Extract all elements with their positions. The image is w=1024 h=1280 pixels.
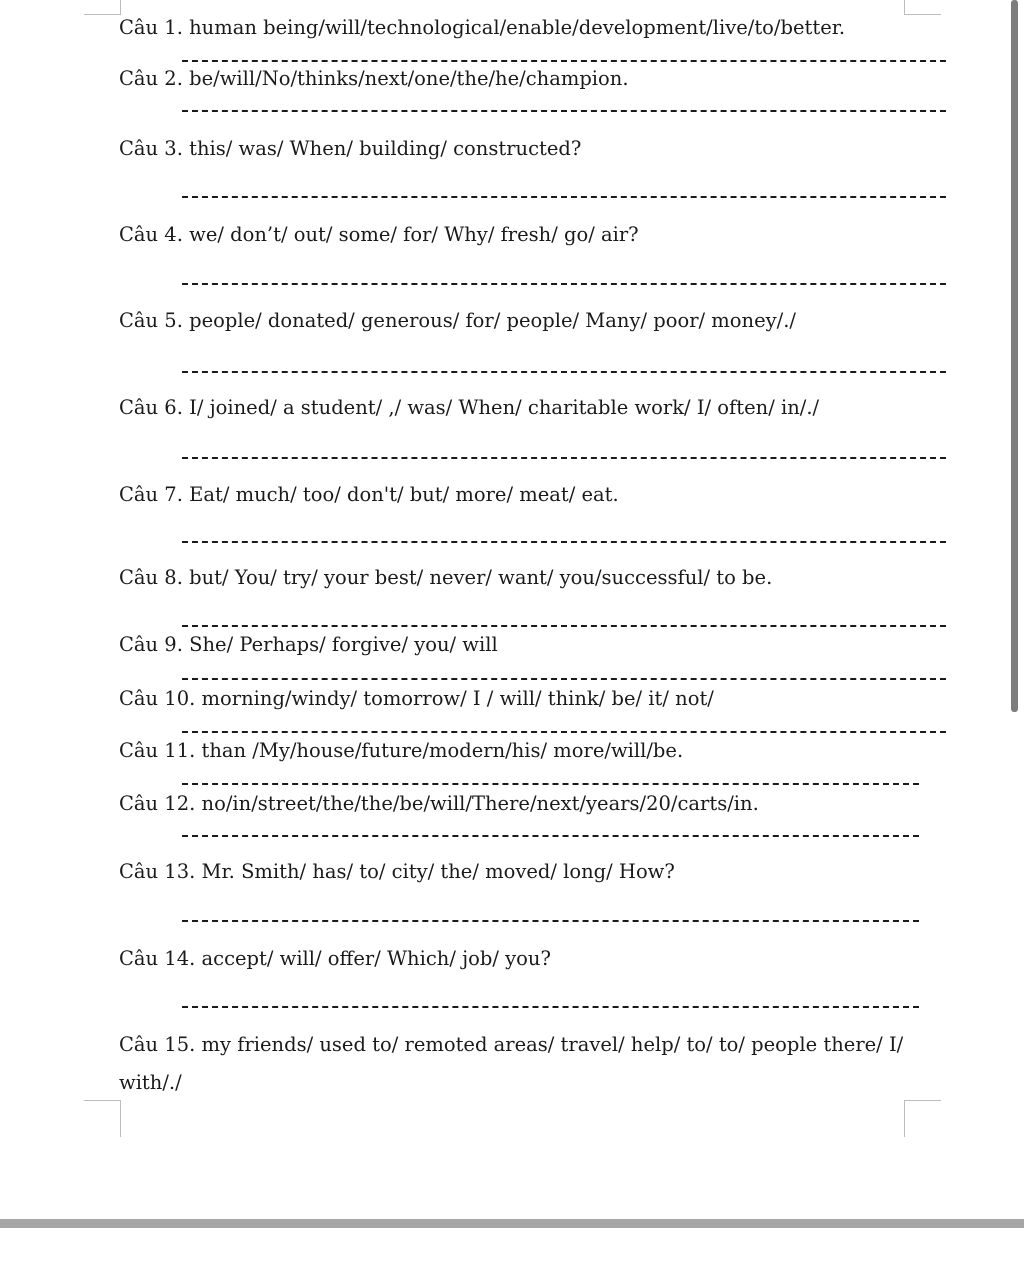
question-12-label: Câu 12.: [119, 792, 196, 815]
question-6-text: I/ joined/ a student/ ,/ was/ When/ charitable work/ I/ often/ in/./: [189, 396, 820, 419]
page-corner-mark-bottom-left: [84, 1100, 121, 1137]
question-11-label: Câu 11.: [119, 739, 196, 762]
question-11: [119, 732, 683, 770]
answer-line-12[interactable]: [182, 835, 919, 837]
question-4-label: Câu 4.: [119, 223, 183, 246]
question-15-text: my friends/ used to/ remoted areas/ travel/ help/ to/ to/ people there/ I/ with/./: [119, 1033, 904, 1094]
question-5-text: people/ donated/ generous/ for/ people/ Many/ poor/ money/./: [189, 309, 796, 332]
question-9-label: Câu 9.: [119, 633, 183, 656]
question-8: [119, 559, 772, 597]
answer-line-7[interactable]: [182, 541, 946, 543]
answer-line-4[interactable]: [182, 283, 946, 285]
answer-line-2[interactable]: [182, 110, 946, 112]
question-7: [119, 476, 619, 514]
question-15: [119, 1026, 909, 1102]
question-3: [119, 130, 581, 168]
question-9-text: She/ Perhaps/ forgive/ you/ will: [189, 633, 498, 656]
answer-line-13[interactable]: [182, 920, 919, 922]
question-12-text: no/in/street/the/the/be/will/There/next/years/20/carts/in.: [201, 792, 759, 815]
page-corner-mark-bottom-right: [904, 1100, 941, 1137]
question-6: [119, 389, 819, 427]
question-12: [119, 785, 759, 823]
question-3-text: this/ was/ When/ building/ constructed?: [189, 137, 582, 160]
question-5: [119, 302, 796, 340]
question-4: [119, 216, 639, 254]
question-14-text: accept/ will/ offer/ Which/ job/ you?: [201, 947, 551, 970]
question-8-text: but/ You/ try/ your best/ never/ want/ you/successful/ to be.: [189, 566, 773, 589]
question-2: [119, 60, 629, 98]
question-5-label: Câu 5.: [119, 309, 183, 332]
question-13: [119, 853, 675, 891]
question-10-label: Câu 10.: [119, 687, 196, 710]
question-13-label: Câu 13.: [119, 860, 196, 883]
page-corner-mark-top-left: [84, 0, 121, 15]
question-7-text: Eat/ much/ too/ don't/ but/ more/ meat/ eat.: [189, 483, 619, 506]
page-bottom-edge: [0, 1219, 1024, 1228]
question-3-label: Câu 3.: [119, 137, 183, 160]
answer-line-6[interactable]: [182, 457, 946, 459]
question-14: [119, 940, 551, 978]
question-2-label: Câu 2.: [119, 67, 183, 90]
answer-line-3[interactable]: [182, 196, 946, 198]
question-8-label: Câu 8.: [119, 566, 183, 589]
answer-line-14[interactable]: [182, 1006, 919, 1008]
question-6-label: Câu 6.: [119, 396, 183, 419]
page-corner-mark-top-right: [904, 0, 941, 15]
question-1-label: Câu 1.: [119, 16, 183, 39]
question-10: [119, 680, 714, 718]
question-10-text: morning/windy/ tomorrow/ I / will/ think/ be/ it/ not/: [201, 687, 714, 710]
question-11-text: than /My/house/future/modern/his/ more/will/be.: [201, 739, 684, 762]
question-15-label: Câu 15.: [119, 1033, 196, 1056]
question-14-label: Câu 14.: [119, 947, 196, 970]
question-1-text: human being/will/technological/enable/development/live/to/better.: [189, 16, 846, 39]
question-7-label: Câu 7.: [119, 483, 183, 506]
question-13-text: Mr. Smith/ has/ to/ city/ the/ moved/ long/ How?: [201, 860, 675, 883]
question-2-text: be/will/No/thinks/next/one/the/he/champion.: [189, 67, 629, 90]
vertical-scrollbar[interactable]: [1011, 0, 1018, 712]
answer-line-5[interactable]: [182, 371, 946, 373]
question-1: [119, 9, 845, 47]
question-4-text: we/ don’t/ out/ some/ for/ Why/ fresh/ go/ air?: [189, 223, 639, 246]
question-9: [119, 626, 498, 664]
